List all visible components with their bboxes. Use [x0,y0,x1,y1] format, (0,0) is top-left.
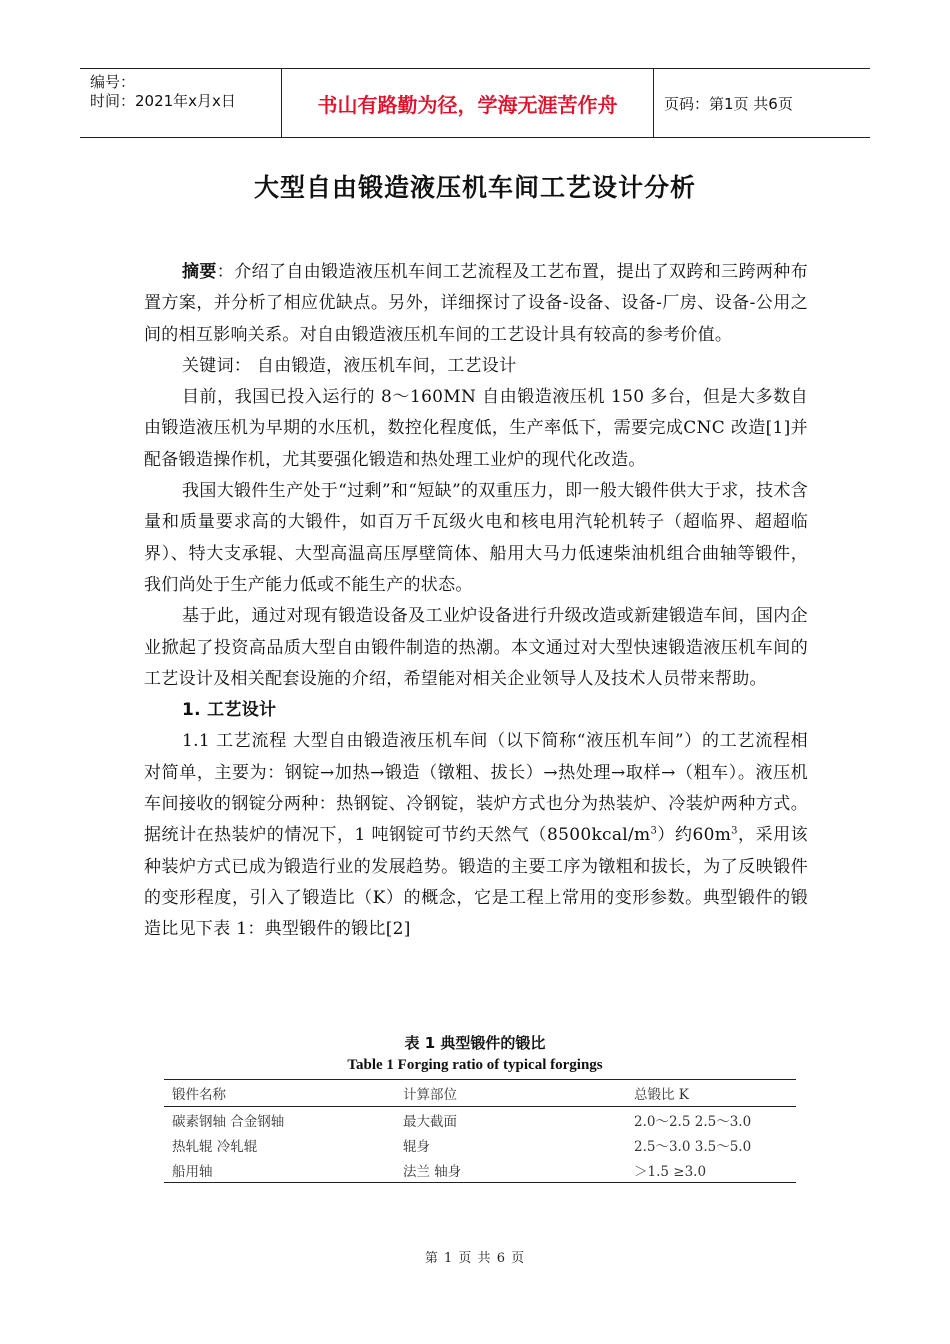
table-header-cell: 锻件名称 [164,1080,395,1107]
abstract-label: 摘要 [182,262,217,282]
table-header-cell: 总锻比 K [626,1080,796,1107]
table-cell: 2.5～3.0 3.5～5.0 [634,1138,752,1155]
abstract-paragraph [144,257,808,351]
table-row [164,1132,796,1157]
table-cell: 最大截面 [403,1113,457,1130]
table-cell: 辊身 [403,1138,430,1155]
header-table [80,68,870,138]
table-cell: 法兰 轴身 [395,1157,626,1183]
document-title: 大型自由锻造液压机车间工艺设计分析 [253,173,696,202]
table-caption-cn: 表 1 典型锻件的锻比 [404,1034,546,1052]
body-paragraph: 基于此，通过对现有锻造设备及工业炉设备进行升级改造或新建锻造车间，国内企业掀起了投资高品质大型自由锻件制造的热潮。本文通过对大型快速锻造液压机车间的工艺设计及相关配套设施的介绍，希望能对相关企业领导人及技术人员带来帮助。 [144,606,808,689]
table-cell: 船用轴 [164,1157,395,1183]
header-motto: 书山有路勤为径，学海无涯苦作舟 [282,69,654,137]
table-cell: 碳素钢轴 合金钢轴 [172,1113,285,1130]
section-1-1-paragraph [144,726,808,945]
abstract-text: ：介绍了自由锻造液压机车间工艺流程及工艺布置，提出了双跨和三跨两种布置方案，并分析了相应优缺点。另外，详细探讨了设备-设备、设备-厂房、设备-公用之间的相互影响关系。对自由锻造液压机车间的工艺设计具有较高的参考价值。 [144,262,809,345]
forging-ratio-table [164,1079,796,1183]
doc-date-label: 时间：2021年x月x日 [90,92,236,110]
table-header-cell: 计算部位 [395,1080,626,1107]
superscript: 3 [650,825,658,837]
header-meta [80,69,282,137]
table-header-row [164,1080,796,1107]
table-row [164,1157,796,1183]
table-row [164,1107,796,1133]
table-cell: 2.0～2.5 2.5～3.0 [634,1113,752,1130]
section-text: ）约60m [657,825,732,846]
header-page-info: 页码：第1页 共6页 [664,94,793,113]
section-text: ，采用该种装炉方式已成为锻造行业的发展趋势。锻造的主要工序为镦粗和拔长，为了反映锻件的变形程度，引入了锻造比（K）的概念，它是工程上常用的变形参数。典型锻件的锻造比见下表 1：典型锻件的锻比[2] [144,825,808,940]
superscript: 3 [731,825,738,837]
table-cell: ＞1.5 ≥3.0 [626,1157,796,1183]
page-footer: 第 1 页 共 6 页 [424,1251,526,1266]
table-caption-en: Table 1 Forging ratio of typical forgings [347,1057,603,1073]
body-paragraph: 目前，我国已投入运行的 8～160MN 自由锻造液压机 150 多台，但是大多数自由锻造液压机为早期的水压机，数控化程度低，生产率低下，需要完成CNC 改造[1]并配备锻造操作机，尤其要强化锻造和热处理工业炉的现代化改造。 [144,387,808,470]
section-heading: 1. 工艺设计 [182,700,277,721]
body-paragraph: 我国大锻件生产处于“过剩”和“短缺”的双重压力，即一般大锻件供大于求，技术含量和质量要求高的大锻件，如百万千瓦级火电和核电用汽轮机转子（超临界、超超临界）、特大支承辊、大型高温高压厚壁筒体、船用大马力低速柴油机组合曲轴等锻件，我们尚处于生产能力低或不能生产的状态。 [144,481,808,595]
table-cell: 热轧辊 冷轧辊 [172,1138,258,1155]
document-body [144,257,808,946]
doc-number-label: 编号： [90,73,136,91]
keywords-paragraph: 关键词： 自由锻造，液压机车间，工艺设计 [182,355,517,376]
section-text: 1.1 工艺流程 大型自由锻造液压机车间（以下简称“液压机车间”）的工艺流程相对简单，主要为：钢锭→加热→锻造（镦粗、拔长）→热处理→取样→（粗车）。液压机车间接收的钢锭分两种：热钢锭、冷钢锭，装炉方式也分为热装炉、冷装炉两种方式。据统计在热装炉的情况下，1 吨钢锭可节约天然气（8500kcal/m [144,731,808,846]
